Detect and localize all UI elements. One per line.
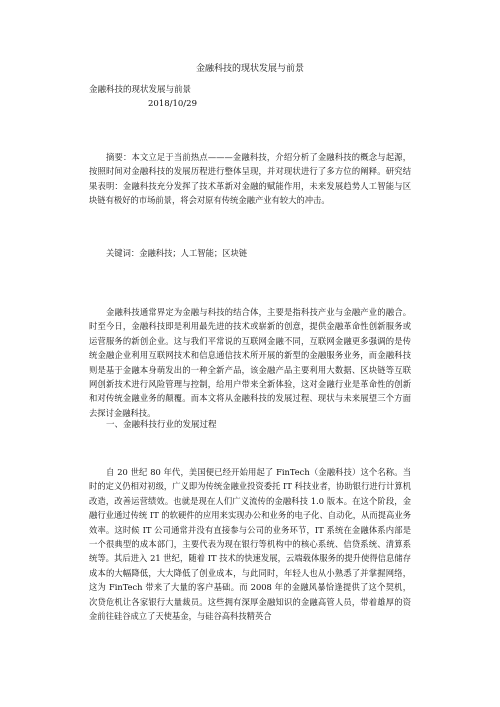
section-heading: 一、金融科技行业的发展过程 — [106, 420, 217, 430]
document-date: 2018/10/29 — [148, 99, 197, 109]
keywords-line: 关键词：金融科技；人工智能；区块链 — [106, 248, 248, 258]
document-title: 金融科技的现状发展与前景 — [195, 64, 304, 74]
section-paragraph: 自 20 世纪 80 年代，美国便已经开始用起了 FinTech（金融科技）这个名称。当时的定义仍相对初级，广义即为传统金融业投资委托 IT 科技业者，协助银行进行计算机改造，改善运营绩效。也就是现在人们广义流传的金融科技 1.0 版本。在这个阶段，金融行业通过传统 IT 的软硬件的应用来实现办公和业务的电子化、自动化，从而提高业务效率。这时候 IT 公司通常并没有直接参与公司的业务环节，IT 系统在金融体系内部是一个很典型的成本部门，主要代表为现在银行等机构中的核心系统、信贷系统、清算系统等。其后进入 21 世纪，随着 IT 技术的快速发展，云端载体服务的提升使得信息储存成本的大幅降低，大大降低了创业成本，与此同时，年轻人也从小熟悉了并掌握网络，这为 FinTech 带来了大量的客户基础。而 2008 年的金融风暴恰逢提供了这个契机，次贷危机让各家银行大量裁员。这些拥有深厚金融知识的金融高管人员，带着雄厚的资金前往硅谷成立了天使基金，与硅谷高科技精英合 — [89, 467, 411, 622]
abstract-paragraph: 摘要：本文立足于当前热点———金融科技，介绍分析了金融科技的概念与起源，按照时间对金融科技的发展历程进行整体呈现，并对现状进行了多方位的阐释。研究结果表明：金融科技充分发挥了技术革新对金融的赋能作用，未来发展趋势人工智能与区块链有极好的市场前景，将会对原有传统金融产业有较大的冲击。 — [89, 152, 411, 206]
document-subtitle: 金融科技的现状发展与前景 — [89, 85, 192, 95]
intro-paragraph: 金融科技通常界定为金融与科技的结合体，主要是指科技产业与金融产业的融合。时至今日，金融科技即是利用最先进的技术或崭新的创意，提供金融革命性创新服务或运营服务的新创企业。这与我们平常说的互联网金融不同，互联网金融更多强调的是传统金融企业利用互联网技术和信息通信技术所开展的新型的金融服务业务，而金融科技则是基于金融本身萌发出的一种全新产品，该金融产品主要利用大数据、区块链等互联网创新技术进行风险管理与控制，给用户带来全新体验，这对金融行业是革命性的创新和对传统金融业务的颠覆。而本文将从金融科技的发展过程、现状与未来展望三个方面去探讨金融科技。 — [89, 307, 411, 418]
